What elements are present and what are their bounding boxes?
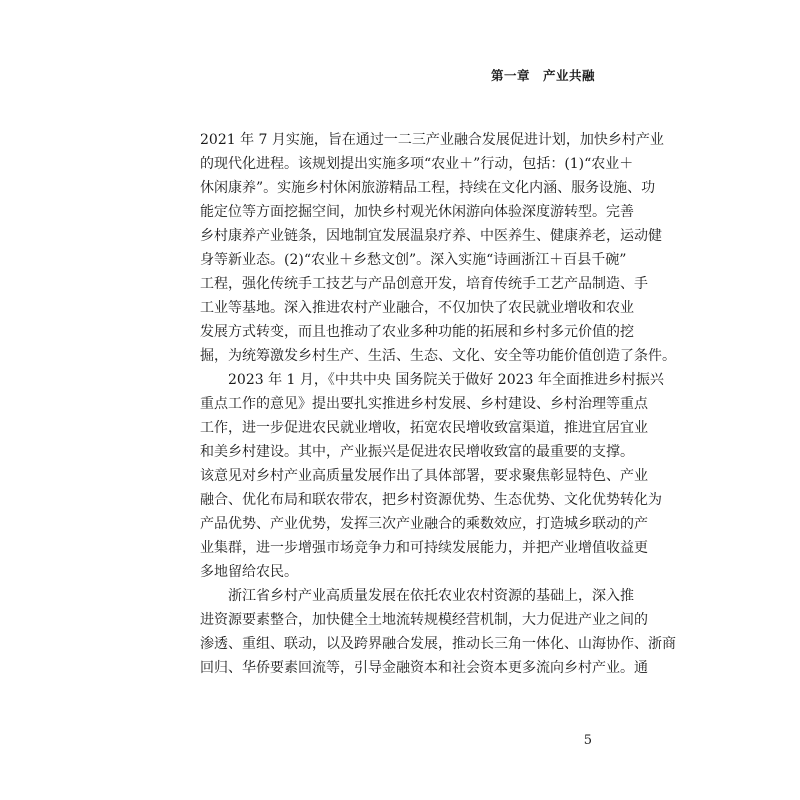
text-line: 2021 年 7 月实施，旨在通过一二三产业融合发展促进计划，加快乡村产业 xyxy=(200,132,664,148)
text-line: 渗透、重组、联动，以及跨界融合发展，推动长三角一体化、山海协作、浙商 xyxy=(200,636,676,652)
text-line: 和美乡村建设。其中，产业振兴是促进农民增收致富的最重要的支撑。 xyxy=(200,444,634,460)
text-line: 回归、华侨要素回流等，引导金融资本和社会资本更多流向乡村产业。通 xyxy=(200,660,648,676)
text-line: 身等新业态。(2)“农业＋乡愁文创”。深入实施“诗画浙江＋百县千碗” xyxy=(200,252,627,268)
text-line: 发展方式转变，而且也推动了农业多种功能的拓展和乡村多元价值的挖 xyxy=(200,324,634,340)
running-head: 第一章 产业共融 xyxy=(490,68,595,83)
text-line: 乡村康养产业链条，因地制宜发展温泉疗养、中医养生、健康养老，运动健 xyxy=(200,228,662,244)
text-line: 工业等基地。深入推进农村产业融合，不仅加快了农民就业增收和农业 xyxy=(200,300,634,316)
text-line: 产品优势、产业优势，发挥三次产业融合的乘数效应，打造城乡联动的产 xyxy=(200,516,648,532)
text-line: 该意见对乡村产业高质量发展作出了具体部署，要求聚焦彰显特色、产业 xyxy=(200,468,648,484)
text-line: 融合、优化布局和联农带农，把乡村资源优势、生态优势、文化优势转化为 xyxy=(200,492,662,508)
page-number: 5 xyxy=(583,733,592,748)
text-line: 浙江省乡村产业高质量发展在依托农业农村资源的基础上，深入推 xyxy=(228,588,634,604)
text-line: 工程，强化传统手工技艺与产品创意开发，培育传统手工艺产品制造、手 xyxy=(200,276,648,292)
text-line: 2023 年 1 月，《中共中央 国务院关于做好 2023 年全面推进乡村振兴 xyxy=(228,372,664,388)
text-line: 进资源要素整合，加快健全土地流转规模经营机制，大力促进产业之间的 xyxy=(200,612,648,628)
text-line: 业集群，进一步增强市场竞争力和可持续发展能力，并把产业增值收益更 xyxy=(200,540,648,556)
text-line: 掘，为统筹激发乡村生产、生活、生态、文化、安全等功能价值创造了条件。 xyxy=(200,348,676,364)
text-line: 休闲康养”。实施乡村休闲旅游精品工程，持续在文化内涵、服务设施、功 xyxy=(200,180,656,196)
text-line: 多地留给农民。 xyxy=(200,564,298,580)
body-text xyxy=(200,128,676,680)
text-line: 重点工作的意见》提出要扎实推进乡村发展、乡村建设、乡村治理等重点 xyxy=(200,396,648,412)
text-line: 的现代化进程。该规划提出实施多项“农业＋”行动，包括：(1)“农业＋ xyxy=(200,156,634,172)
text-line: 能定位等方面挖掘空间，加快乡村观光休闲游向体验深度游转型。完善 xyxy=(200,204,634,220)
text-line: 工作，进一步促进农民就业增收，拓宽农民增收致富渠道，推进宜居宜业 xyxy=(200,420,648,436)
